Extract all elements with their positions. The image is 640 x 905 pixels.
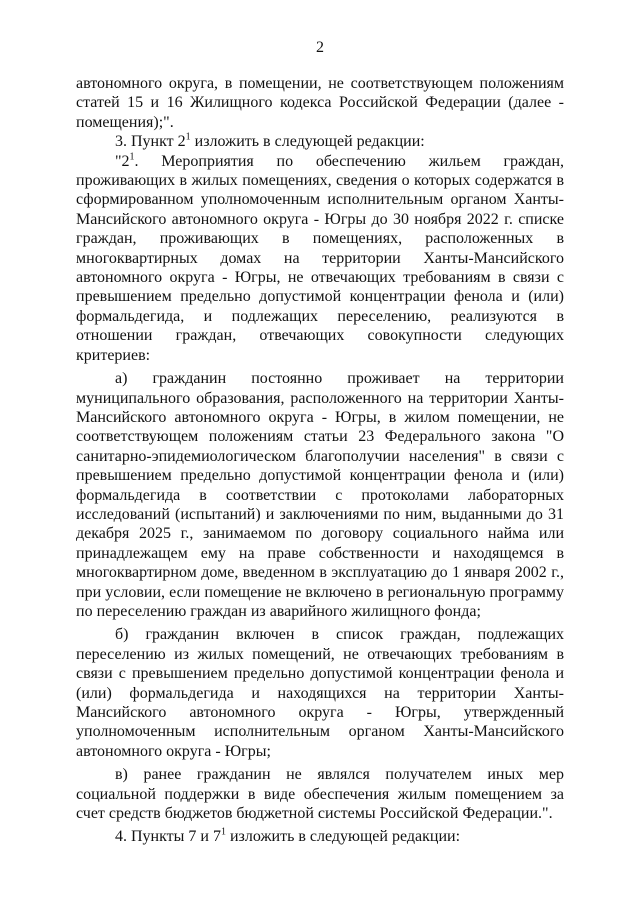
document-body [76,74,564,847]
clause-2-1-text-end: . Мероприятия по обеспечению жильем граждан, проживающих в жилых помещениях, сведения о которых содержатся в сформированном уполномоченным исполнительным органом Ханты-Мансийского автономного округа - Югры до 30 ноября 2022 г. списке граждан, проживающих в помещениях, расположенных в многоквартирных домах на территории Ханты-Мансийского автономного округа - Югры, не отвечающих требованиям в связи с превышением предельно допустимой концентрации фенола и (или) формальдегида, и подлежащих переселению, реализуются в отношении граждан, отвечающих совокупности следующих критериев: [76,152,564,364]
paragraph-item-4-text-end: изложить в следующей редакции: [225,828,461,846]
superscript-marker: 1 [129,151,135,163]
paragraph-criterion-a: а) гражданин постоянно проживает на территории муниципального образования, расположенного на территории Ханты-Мансийского автономного округа - Югры, в жилом помещении, не соответствующем положениям статьи 23 Федерального закона "О санитарно-эпидемиологическом благополучии населения" в связи с превышением предельно допустимой концентрации фенола и (или) формальдегида в соответствии с протоколами лабораторных исследований (испытаний) и заключениями по ним, выданными до 31 декабря 2025 г., занимаемом по договору социального найма или принадлежащем ему на праве собственности и находящемся в многоквартирном доме, введенном в эксплуатацию до 1 января 2002 г., при условии, если помещение не включено в региональную программу по переселению граждан из аварийного жилищного фонда; [76,370,564,620]
superscript-marker: 1 [220,827,226,839]
paragraph-continuation: автономного округа, в помещении, не соответствующем положениям статей 15 и 16 Жилищного кодекса Российской Федерации (далее - помещения);". [76,75,564,131]
paragraph-item-4 [76,827,564,846]
paragraph-clause-2-1 [76,152,564,365]
paragraph-item-3-text: 3. Пункт 2 [115,133,186,151]
superscript-marker: 1 [185,131,191,143]
clause-2-1-text: "2 [115,152,130,170]
paragraph-item-3 [76,132,564,151]
paragraph-item-3-text-end: изложить в следующей редакции: [190,133,425,151]
paragraph-criterion-v: в) ранее гражданин не являлся получателем иных мер социальной поддержки в виде обеспечения жилым помещением за счет средств бюджетов бюджетной системы Российской Федерации.". [76,766,564,823]
paragraph-item-4-text: 4. Пункты 7 и 7 [115,828,221,846]
paragraph-criterion-b: б) гражданин включен в список граждан, подлежащих переселению из жилых помещений, не отвечающих требованиям в связи с превышением предельно допустимой концентрации фенола и (или) формальдегида и находящихся на территории Ханты-Мансийского автономного округа - Югры, утвержденный уполномоченным исполнительным органом Ханты-Мансийского автономного округа - Югры; [76,626,564,760]
page-number: 2 [316,39,324,56]
